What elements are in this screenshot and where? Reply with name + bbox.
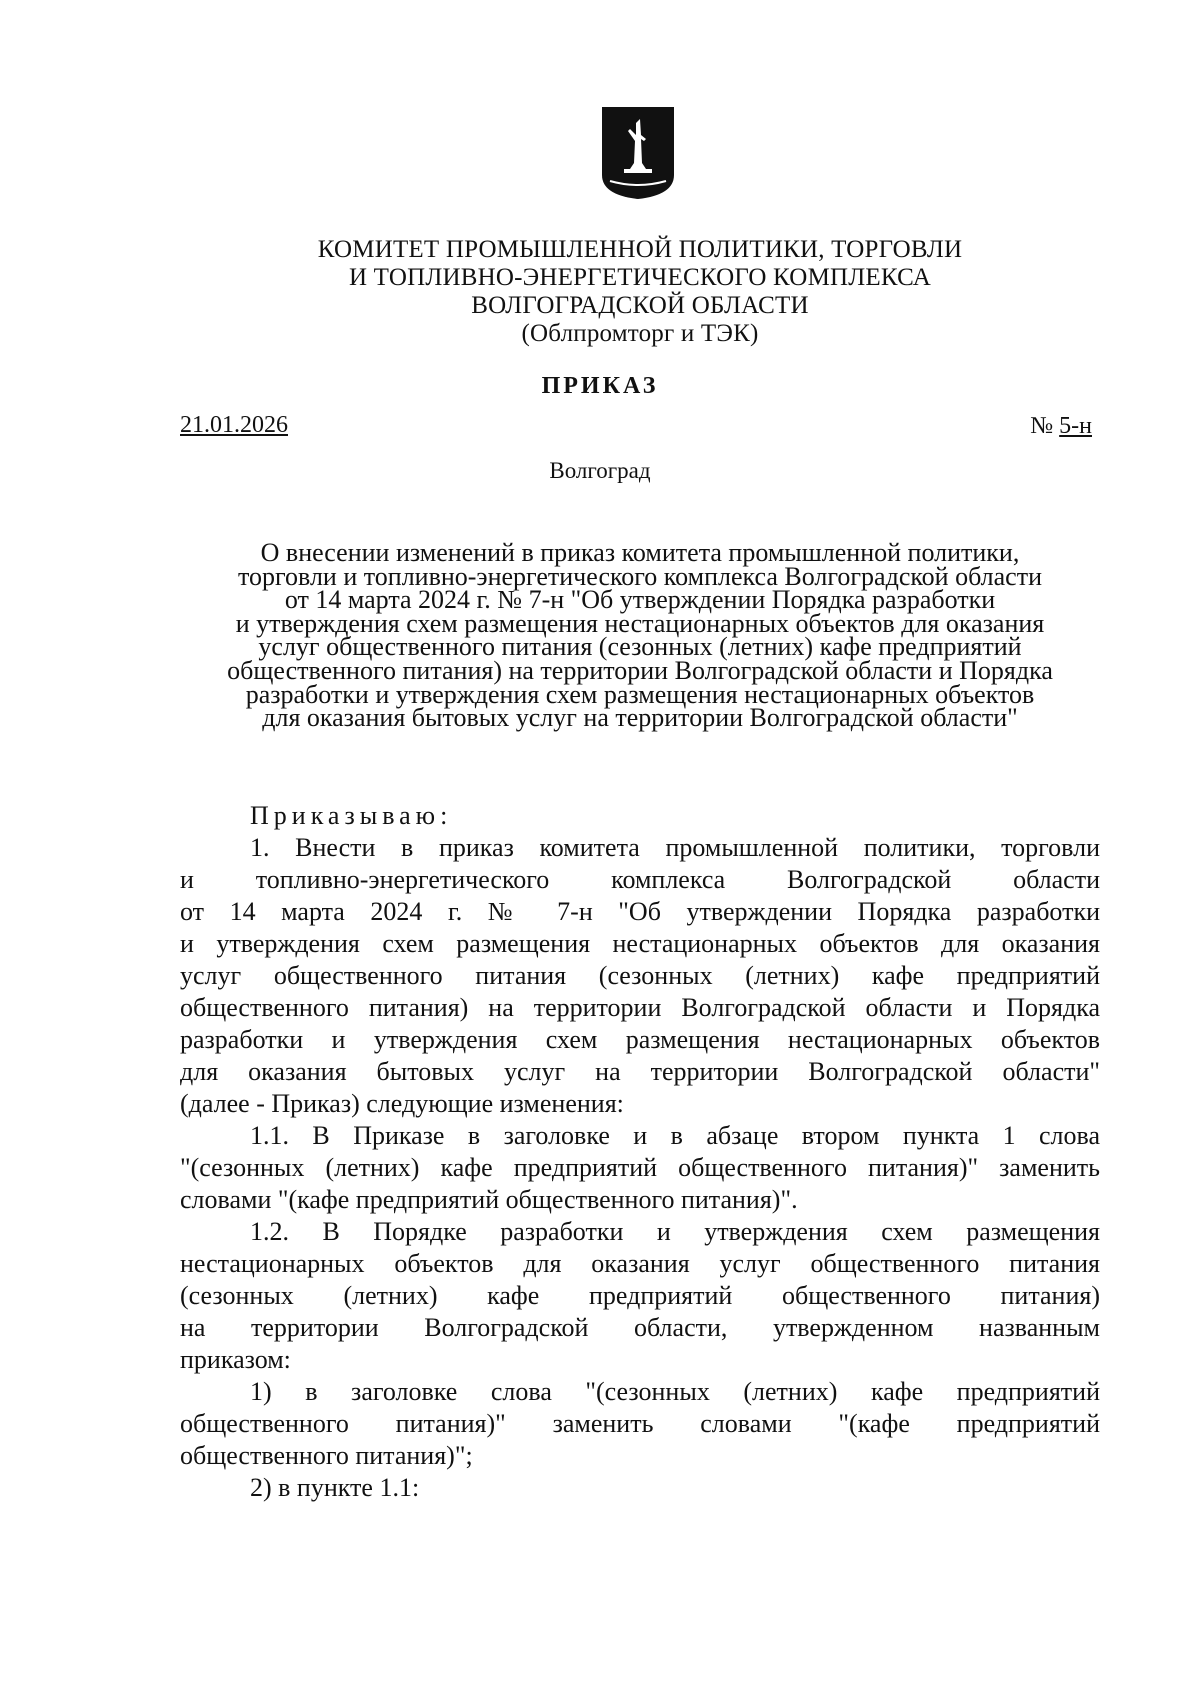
subject-line: и утверждения схем размещения нестационарных объектов для оказания	[235, 608, 1045, 638]
paragraph-line: словами "(кафе предприятий общественного питания)".	[180, 1185, 798, 1214]
paragraph-line: 1. Внести в приказ комитета промышленной политики, торговли	[250, 833, 1100, 862]
paragraph-line: для оказания бытовых услуг на территории Волгоградской области"	[180, 1057, 1100, 1086]
org-name-line-1: КОМИТЕТ ПРОМЫШЛЕННОЙ ПОЛИТИКИ, ТОРГОВЛИ	[317, 236, 963, 263]
paragraph-line: 1) в заголовке слова "(сезонных (летних) кафе предприятий	[250, 1377, 1100, 1406]
list-item-1	[180, 1376, 1100, 1472]
paragraph-line: услуг общественного питания (сезонных (летних) кафе предприятий	[180, 961, 1100, 990]
paragraph-line: (сезонных (летних) кафе предприятий общественного питания)	[180, 1281, 1100, 1310]
paragraph-line: общественного питания)" заменить словами "(кафе предприятий	[180, 1409, 1100, 1438]
document-date: 21.01.2026	[180, 412, 288, 438]
paragraph-line: "(сезонных (летних) кафе предприятий общественного питания)" заменить	[180, 1153, 1100, 1182]
paragraph-line: нестационарных объектов для оказания услуг общественного питания	[180, 1249, 1100, 1278]
paragraph-line: на территории Волгоградской области, утвержденном названным	[180, 1313, 1100, 1342]
paragraph-line: (далее - Приказ) следующие изменения:	[180, 1089, 624, 1118]
list-item-2	[180, 1472, 1100, 1504]
number-prefix: №	[1030, 413, 1054, 439]
org-abbreviation: (Облпромторг и ТЭК)	[521, 320, 759, 347]
number-value: 5-н	[1059, 413, 1092, 439]
subject-line: торговли и топливно-энергетического комплекса Волгоградской области	[237, 561, 1042, 591]
document-number	[1030, 413, 1092, 440]
coat-of-arms-emblem	[600, 105, 676, 201]
decree-word-paragraph	[180, 800, 1100, 832]
subject-line: разработки и утверждения схем размещения нестационарных объектов	[245, 679, 1035, 709]
org-name-line-2: И ТОПЛИВНО-ЭНЕРГЕТИЧЕСКОГО КОМПЛЕКСА	[348, 264, 932, 291]
decree-word: Приказываю:	[250, 801, 453, 830]
subject-line: услуг общественного питания (сезонных (летних) кафе предприятий	[258, 632, 1022, 662]
subject-line: общественного питания) на территории Волгоградской области и Порядка	[227, 655, 1053, 685]
document-city: Волгоград	[549, 458, 651, 483]
paragraph-line: общественного питания)";	[180, 1441, 473, 1470]
paragraph-1-1	[180, 1120, 1100, 1216]
document-type-title: ПРИКАЗ	[541, 373, 659, 399]
subject-line: О внесении изменений в приказ комитета промышленной политики,	[260, 538, 1020, 567]
document-subject	[170, 538, 1110, 733]
paragraph-line: разработки и утверждения схем размещения нестационарных объектов	[180, 1025, 1100, 1054]
paragraph-line: общественного питания) на территории Волгоградской области и Порядка	[180, 993, 1100, 1022]
paragraph-line: от 14 марта 2024 г. № 7-н "Об утверждении Порядка разработки	[180, 897, 1100, 926]
org-name-line-3: ВОЛГОГРАДСКОЙ ОБЛАСТИ	[471, 292, 809, 319]
paragraph-line: и топливно-энергетического комплекса Волгоградской области	[180, 865, 1100, 894]
paragraph-1	[180, 832, 1100, 1120]
paragraph-line: 1.1. В Приказе в заголовке и в абзаце втором пункта 1 слова	[250, 1121, 1100, 1150]
paragraph-line: приказом:	[180, 1345, 291, 1374]
subject-line: для оказания бытовых услуг на территории Волгоградской области"	[262, 703, 1018, 733]
paragraph-line: 2) в пункте 1.1:	[250, 1473, 420, 1502]
paragraph-line: и утверждения схем размещения нестационарных объектов для оказания	[180, 929, 1100, 958]
paragraph-1-2	[180, 1216, 1100, 1376]
paragraph-line: 1.2. В Порядке разработки и утверждения схем размещения	[250, 1217, 1100, 1246]
subject-line: от 14 марта 2024 г. № 7-н "Об утверждении Порядка разработки	[284, 585, 996, 615]
